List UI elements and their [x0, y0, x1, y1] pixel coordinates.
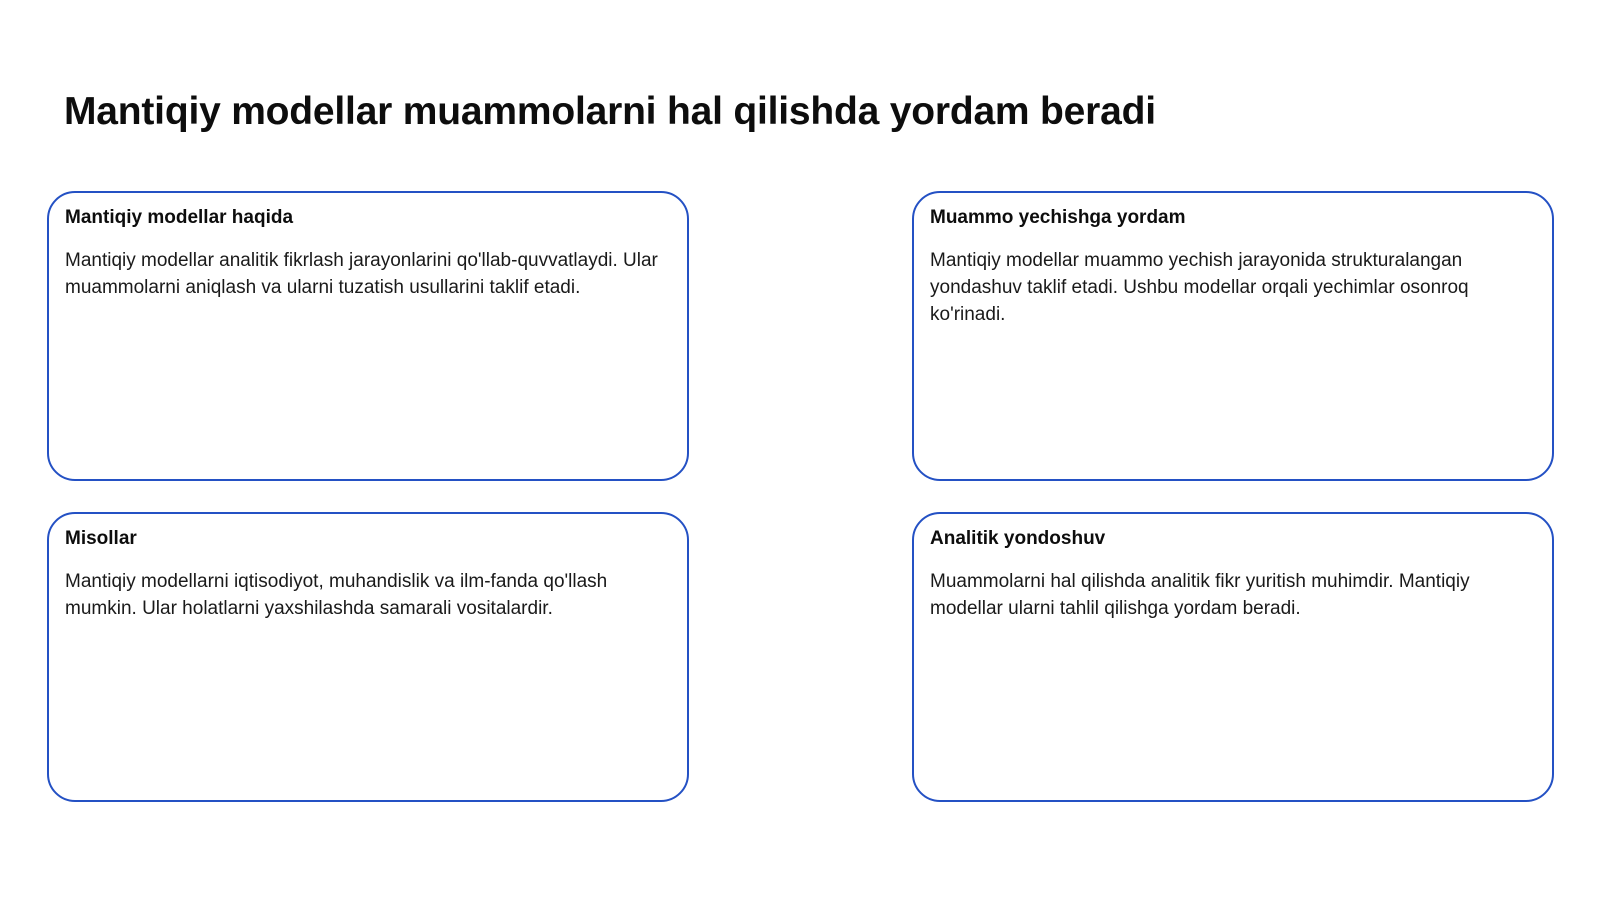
- card-title: Mantiqiy modellar haqida: [65, 207, 294, 228]
- card-body: Mantiqiy modellar muammo yechish jarayonida strukturalangan yondashuv taklif etadi. Ushbu modellar orqali yechimlar osonroq ko'rinadi.: [930, 250, 1469, 325]
- card-body: Mantiqiy modellarni iqtisodiyot, muhandislik va ilm-fanda qo'llash mumkin. Ular holatlarni yaxshilashda samarali vositalardir.: [65, 571, 608, 619]
- card-body: Mantiqiy modellar analitik fikrlash jarayonlarini qo'llab-quvvatlaydi. Ular muammolarni aniqlash va ularni tuzatish usullarini taklif etadi.: [65, 250, 658, 298]
- card-title: Muammo yechishga yordam: [930, 207, 1186, 228]
- card-analitik-yondoshuv: [912, 512, 1554, 802]
- card-muammo-yechishga-yordam: [912, 191, 1554, 481]
- card-misollar: [47, 512, 689, 802]
- card-title: Misollar: [65, 528, 137, 549]
- card-body: Muammolarni hal qilishda analitik fikr yuritish muhimdir. Mantiqiy modellar ularni tahlil qilishga yordam beradi.: [930, 571, 1470, 619]
- slide-title: Mantiqiy modellar muammolarni hal qilishda yordam beradi: [64, 90, 1156, 133]
- card-title: Analitik yondoshuv: [930, 528, 1106, 549]
- card-mantiqiy-modellar-haqida: [47, 191, 689, 481]
